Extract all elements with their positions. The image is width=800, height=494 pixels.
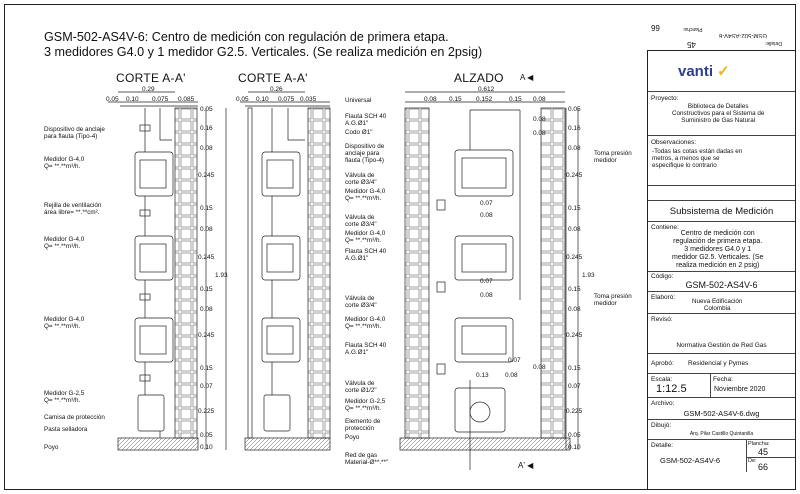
de-label: De:	[748, 458, 757, 464]
total-height: 1.93	[215, 272, 228, 279]
vdim: 0.15	[568, 286, 581, 293]
meter-corte1-c	[135, 318, 173, 362]
alz-dim: 0.13	[476, 372, 489, 379]
label-medidor-g25: Medidor G-2,5 Q= **.**m³/h.	[44, 390, 85, 404]
observaciones-label: Observaciones:	[651, 139, 697, 146]
vdim: 0.05	[568, 432, 581, 439]
label-universal: Universal	[345, 97, 372, 104]
elaboro-label: Elaboró:	[651, 294, 676, 301]
dim-alz-e: 0.08	[533, 96, 546, 103]
vdim: 0.07	[200, 383, 213, 390]
vdim: 0.08	[568, 226, 581, 233]
alz-dim: 0.08	[533, 130, 546, 137]
contiene-value: Centro de medición con regulación de primera etapa. 3 medidores G4.0 y 1 medidor G2.5. Verticales. (Se realiza medición en 2 psig)	[672, 230, 764, 269]
label-flauta-3: Flauta SCH 40 A.G.Ø1"	[345, 342, 387, 356]
reviso-label: Revisó:	[651, 316, 673, 323]
alz-dim: 0.07	[480, 278, 493, 285]
dibujo-value: Arq. Pilar Castillo Quintanilla	[689, 431, 754, 437]
label-valvula-2: Válvula de corte Ø3/4"	[345, 214, 377, 228]
vdim: 0.08	[200, 145, 213, 152]
codigo-label: Código:	[651, 273, 674, 280]
alz-dim: 0.08	[505, 372, 518, 379]
vdim: 0.08	[200, 226, 213, 233]
observaciones-value: -Todas las cotas están dadas en metros, a menos que se especifique lo contrario	[652, 148, 743, 169]
vdim: 0.05	[568, 106, 581, 113]
sheet-number: 66	[651, 23, 660, 32]
section-marker-a: A ◀	[520, 73, 534, 82]
dim-c1-c: 0.075	[152, 96, 169, 103]
label-valvula-3: Válvula de corte Ø3/4"	[345, 295, 377, 309]
vdim: 0.08	[200, 306, 213, 313]
vdim: 0.245	[198, 172, 215, 179]
alz-dim: 0.08	[533, 116, 546, 123]
dim-alz-width: 0.612	[478, 86, 495, 93]
archivo-label: Archivo:	[651, 400, 675, 407]
vdim: 0.15	[200, 205, 213, 212]
vdim: 0.10	[568, 444, 581, 451]
vdim: 0.15	[200, 365, 213, 372]
label-poyo-2: Poyo	[345, 434, 360, 441]
vdim: 0.16	[200, 125, 213, 132]
alz-dim: 0.08	[533, 364, 546, 371]
detalle-label-rotated: Detalle:	[765, 40, 782, 46]
escala-label: Escala:	[651, 376, 673, 383]
de-value: 66	[758, 462, 769, 472]
label-toma-1: Toma presión medidor	[594, 150, 632, 164]
dim-c2-b: 0.10	[256, 96, 269, 103]
elaboro-value: Nueva Edificación Colombia	[692, 298, 743, 312]
codigo-cell	[648, 272, 795, 292]
check-icon: ✓	[713, 63, 730, 80]
archivo-cell	[648, 398, 795, 420]
dim-alz-d: 0.15	[509, 96, 522, 103]
label-medidor-m1: Medidor G-4,0 Q= **.**m³/h.	[345, 188, 386, 202]
contiene-label: Contiene:	[651, 224, 679, 231]
label-poyo: Poyo	[44, 444, 59, 451]
title-block	[647, 50, 795, 490]
label-flauta-1: Flauta SCH 40 A.G.Ø1"	[345, 113, 387, 127]
fecha-value: Noviembre 2020	[714, 386, 766, 393]
label-medidor-1: Medidor G-4,0 Q= **.**m³/h.	[44, 156, 85, 170]
detalle-label: Detalle:	[651, 442, 674, 449]
vdim: 0.15	[568, 365, 581, 372]
aprobo-cell	[648, 354, 795, 374]
fecha-divider	[710, 374, 711, 398]
dim-c1-a: 0.05	[106, 96, 119, 103]
plancha-label-rotated: Plancha:	[683, 26, 703, 32]
escala-value: 1:12.5	[656, 383, 687, 395]
alz-dim: 0.07	[480, 200, 493, 207]
detalle-value: GSM-502-AS4V-6	[660, 456, 721, 465]
vdim: 0.245	[566, 172, 583, 179]
vdim: 0.225	[566, 408, 583, 415]
vdim: 0.08	[568, 306, 581, 313]
dim-c2-a: 0.05	[236, 96, 249, 103]
code-rotated: GSM-502-AS4V-6	[719, 32, 768, 38]
archivo-value: GSM-502-AS4V-6.dwg	[683, 409, 760, 418]
detalle-cell	[648, 440, 795, 472]
contiene-cell	[648, 222, 795, 272]
dim-c1-width: 0.29	[142, 86, 155, 93]
label-toma-2: Toma presión medidor	[594, 293, 632, 307]
title-line-2: 3 medidores G4.0 y 1 medidor G2.5. Verticales. (Se realiza medición en 2psig)	[44, 45, 483, 59]
plancha-value: 45	[758, 447, 769, 457]
vdim: 0.08	[568, 145, 581, 152]
alz-dim: 0.08	[480, 292, 493, 299]
label-elemento: Elemento de protección	[345, 418, 381, 432]
vdim: 0.15	[200, 286, 213, 293]
vdim: 0.05	[200, 432, 213, 439]
aprobo-value: Residencial y Pymes	[688, 360, 749, 367]
label-camisa: Camisa de protección	[44, 414, 105, 421]
plancha-divider	[746, 440, 747, 472]
reviso-cell	[648, 314, 795, 354]
vdim: 0.10	[200, 444, 213, 451]
vdim: 0.245	[198, 332, 215, 339]
meter-corte1-b	[135, 236, 173, 280]
section-corte-2: CORTE A-A'	[238, 71, 308, 85]
label-red-gas: Red de gas Material-Ø**.**"	[345, 452, 389, 466]
observaciones-cell	[648, 136, 795, 186]
dim-c1-d: 0.085	[178, 96, 195, 103]
dim-c2-c: 0.075	[278, 96, 295, 103]
subsistema-value: Subsistema de Medición	[669, 206, 774, 217]
vdim: 0.15	[568, 205, 581, 212]
meter-corte1-a	[135, 152, 173, 196]
label-pasta: Pasta selladora	[44, 426, 88, 433]
vdim: 0.245	[566, 254, 583, 261]
brand-logo: vanti ✓	[678, 63, 730, 80]
alz-dim: 0.08	[480, 212, 493, 219]
label-medidor-2: Medidor G-4,0 Q= **.**m³/h.	[44, 236, 85, 250]
vdim: 0.07	[568, 383, 581, 390]
proyecto-label: Proyecto:	[651, 95, 679, 102]
total-height-alzado: 1.93	[582, 272, 595, 279]
label-rejilla: Rejilla de ventilación área libre= **.**cm².	[44, 202, 102, 216]
vdim: 0.05	[200, 106, 213, 113]
section-alzado: ALZADO	[454, 71, 504, 85]
label-flauta-2: Flauta SCH 40 A.G.Ø1"	[345, 248, 387, 262]
label-medidor-3: Medidor G-4,0 Q= **.**m³/h.	[44, 316, 85, 330]
plancha-rotated: 45	[687, 40, 696, 49]
aprobo-label: Aprobó:	[651, 360, 674, 367]
section-marker-a-prime: A' ◀	[518, 461, 534, 470]
alz-dim: 0.07	[508, 357, 521, 364]
label-anclaje-2: Dispositivo de anclaje para flauta (Tipo-4)	[345, 143, 385, 164]
title-line-1: GSM-502-AS4V-6: Centro de medición con regulación de primera etapa.	[44, 30, 449, 44]
label-medidor-m3: Medidor G-4,0 Q= **.**m³/h.	[345, 316, 386, 330]
dim-c2-d: 0.035	[300, 96, 317, 103]
label-valvula-4: Válvula de corte Ø1/2"	[345, 380, 377, 394]
proyecto-value: Biblioteca de Detalles Constructivos para el Sistema de Suministro de Gas Natural	[672, 103, 765, 124]
subsistema-cell	[648, 200, 795, 222]
dim-alz-a: 0.08	[424, 96, 437, 103]
brand-cell	[648, 50, 795, 92]
proyecto-cell	[648, 92, 795, 136]
escala-fecha-cell	[648, 374, 795, 398]
label-valvula-1: Válvula de corte Ø3/4"	[345, 172, 377, 186]
fecha-label: Fecha:	[713, 376, 733, 383]
plancha-label: Plancha:	[748, 441, 770, 447]
label-anclaje: Dispositivo de anclaje para flauta (Tipo-4)	[44, 126, 105, 140]
label-medidor-m4: Medidor G-2,5 Q= **.**m³/h.	[345, 398, 386, 412]
reviso-value: Normativa Gestión de Red Gas	[676, 342, 767, 349]
dim-c1-b: 0.10	[126, 96, 139, 103]
dibujo-cell	[648, 420, 795, 440]
dim-c2-width: 0.26	[270, 86, 283, 93]
codigo-value: GSM-502-AS4V-6	[685, 280, 758, 290]
vdim: 0.225	[198, 408, 215, 415]
dim-alz-c: 0.152	[476, 96, 493, 103]
elaboro-cell	[648, 292, 795, 314]
label-medidor-m2: Medidor G-4,0 Q= **.**m³/h.	[345, 230, 386, 244]
vdim: 0.16	[568, 125, 581, 132]
dibujo-label: Dibujó:	[651, 422, 672, 429]
label-codo: Codo Ø1"	[345, 129, 373, 136]
dim-alz-b: 0.15	[449, 96, 462, 103]
vdim: 0.245	[566, 332, 583, 339]
section-corte-1: CORTE A-A'	[116, 71, 186, 85]
vdim: 0.245	[198, 254, 215, 261]
